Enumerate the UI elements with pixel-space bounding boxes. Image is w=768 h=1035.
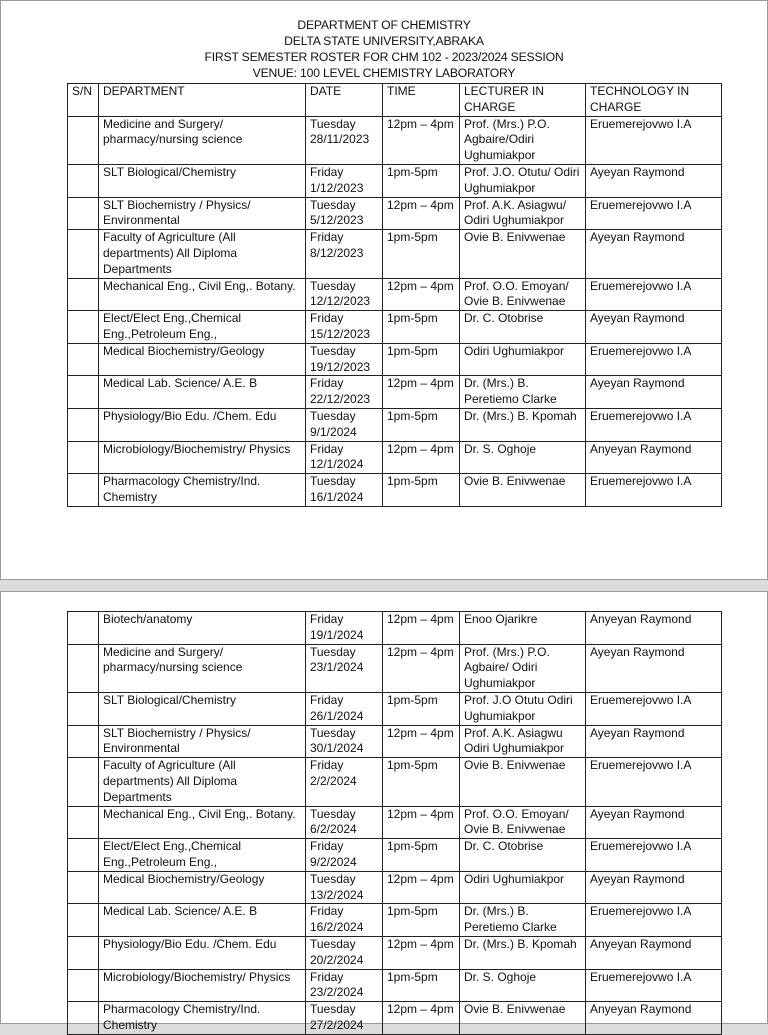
table-row — [68, 692, 722, 725]
cell-sn — [68, 969, 99, 1002]
cell-time: 12pm – 4pm — [383, 936, 460, 969]
table-row — [68, 278, 722, 311]
cell-date: Tuesday 28/11/2023 — [306, 116, 383, 164]
cell-date: Tuesday 27/2/2024 — [306, 1002, 383, 1035]
cell-time: 12pm – 4pm — [383, 612, 460, 645]
cell-time: 12pm – 4pm — [383, 376, 460, 409]
table-row — [68, 441, 722, 474]
cell-lecturer: Ovie B. Enivwenae — [460, 1002, 586, 1035]
cell-lecturer: Dr. C. Otobrise — [460, 839, 586, 872]
cell-sn — [68, 904, 99, 937]
table-row — [68, 644, 722, 692]
cell-sn — [68, 871, 99, 904]
cell-technology: Ayeyan Raymond — [586, 871, 722, 904]
header-university: DELTA STATE UNIVERSITY,ABRAKA — [284, 34, 484, 48]
table-row — [68, 164, 722, 197]
cell-technology: Eruemerejovwo I.A — [586, 758, 722, 806]
cell-lecturer: Prof. A.K. Asiagwu Odiri Ughumiakpor — [460, 725, 586, 758]
table-row — [68, 806, 722, 839]
cell-sn — [68, 612, 99, 645]
cell-date: Friday 12/1/2024 — [306, 441, 383, 474]
cell-sn — [68, 164, 99, 197]
cell-sn — [68, 441, 99, 474]
cell-time: 12pm – 4pm — [383, 197, 460, 230]
cell-date: Friday 19/1/2024 — [306, 612, 383, 645]
cell-time: 12pm – 4pm — [383, 441, 460, 474]
cell-sn — [68, 839, 99, 872]
cell-sn — [68, 758, 99, 806]
cell-department: Medical Lab. Science/ A.E. B — [99, 376, 306, 409]
roster-table-page-2 — [67, 611, 722, 1035]
cell-date: Tuesday 5/12/2023 — [306, 197, 383, 230]
cell-technology: Eruemerejovwo I.A — [586, 839, 722, 872]
table-row — [68, 343, 722, 376]
cell-department: Elect/Elect Eng.,Chemical Eng.,Petroleum Eng., — [99, 839, 306, 872]
roster-body-page-2 — [68, 612, 722, 1035]
cell-sn — [68, 343, 99, 376]
cell-sn — [68, 311, 99, 344]
cell-technology: Eruemerejovwo I.A — [586, 969, 722, 1002]
table-row — [68, 116, 722, 164]
cell-date: Tuesday 9/1/2024 — [306, 408, 383, 441]
column-header-department: DEPARTMENT — [99, 84, 306, 117]
roster-body-page-1 — [68, 116, 722, 506]
cell-technology: Ayeyan Raymond — [586, 230, 722, 278]
cell-technology: Anyeyan Raymond — [586, 441, 722, 474]
cell-sn — [68, 197, 99, 230]
cell-lecturer: Prof. O.O. Emoyan/ Ovie B. Enivwenae — [460, 278, 586, 311]
cell-department: SLT Biochemistry / Physics/ Environmental — [99, 725, 306, 758]
cell-sn — [68, 644, 99, 692]
cell-time: 1pm-5pm — [383, 474, 460, 507]
cell-lecturer: Prof. O.O. Emoyan/ Ovie B. Enivwenae — [460, 806, 586, 839]
cell-technology: Ayeyan Raymond — [586, 644, 722, 692]
cell-lecturer: Ovie B. Enivwenae — [460, 474, 586, 507]
table-row — [68, 969, 722, 1002]
table-row — [68, 612, 722, 645]
cell-date: Tuesday 12/12/2023 — [306, 278, 383, 311]
table-row — [68, 758, 722, 806]
cell-department: Physiology/Bio Edu. /Chem. Edu — [99, 408, 306, 441]
cell-department: Biotech/anatomy — [99, 612, 306, 645]
cell-technology: Ayeyan Raymond — [586, 164, 722, 197]
cell-department: Medicine and Surgery/ pharmacy/nursing science — [99, 116, 306, 164]
table-row — [68, 871, 722, 904]
table-row — [68, 408, 722, 441]
cell-time: 1pm-5pm — [383, 969, 460, 1002]
cell-technology: Anyeyan Raymond — [586, 1002, 722, 1035]
cell-date: Tuesday 23/1/2024 — [306, 644, 383, 692]
cell-department: Faculty of Agriculture (All departments) All Diploma Departments — [99, 230, 306, 278]
cell-lecturer: Dr. S. Oghoje — [460, 969, 586, 1002]
cell-sn — [68, 116, 99, 164]
column-header-time: TIME — [383, 84, 460, 117]
cell-department: Pharmacology Chemistry/Ind. Chemistry — [99, 474, 306, 507]
cell-time: 12pm – 4pm — [383, 1002, 460, 1035]
table-row — [68, 936, 722, 969]
table-row — [68, 904, 722, 937]
cell-lecturer: Odiri Ughumiakpor — [460, 343, 586, 376]
cell-technology: Ayeyan Raymond — [586, 311, 722, 344]
cell-date: Friday 22/12/2023 — [306, 376, 383, 409]
cell-date: Friday 8/12/2023 — [306, 230, 383, 278]
cell-time: 12pm – 4pm — [383, 116, 460, 164]
table-row — [68, 839, 722, 872]
cell-technology: Eruemerejovwo I.A — [586, 692, 722, 725]
cell-date: Friday 23/2/2024 — [306, 969, 383, 1002]
column-header-lecturer: LECTURER IN CHARGE — [460, 84, 586, 117]
cell-technology: Eruemerejovwo I.A — [586, 343, 722, 376]
cell-date: Friday 15/12/2023 — [306, 311, 383, 344]
cell-date: Friday 9/2/2024 — [306, 839, 383, 872]
cell-department: Elect/Elect Eng.,Chemical Eng.,Petroleum Eng., — [99, 311, 306, 344]
cell-lecturer: Prof. J.O Otutu Odiri Ughumiakpor — [460, 692, 586, 725]
cell-department: Medical Biochemistry/Geology — [99, 343, 306, 376]
cell-date: Friday 1/12/2023 — [306, 164, 383, 197]
cell-sn — [68, 230, 99, 278]
cell-date: Friday 2/2/2024 — [306, 758, 383, 806]
cell-date: Tuesday 30/1/2024 — [306, 725, 383, 758]
cell-time: 12pm – 4pm — [383, 725, 460, 758]
cell-technology: Eruemerejovwo I.A — [586, 474, 722, 507]
cell-time: 12pm – 4pm — [383, 871, 460, 904]
cell-time: 1pm-5pm — [383, 408, 460, 441]
cell-lecturer: Dr. (Mrs.) B. Kpomah — [460, 408, 586, 441]
cell-department: Faculty of Agriculture (All departments) All Diploma Departments — [99, 758, 306, 806]
cell-technology: Eruemerejovwo I.A — [586, 904, 722, 937]
header-department: DEPARTMENT OF CHEMISTRY — [297, 18, 471, 32]
cell-time: 12pm – 4pm — [383, 278, 460, 311]
cell-department: Physiology/Bio Edu. /Chem. Edu — [99, 936, 306, 969]
header-roster-title: FIRST SEMESTER ROSTER FOR CHM 102 - 2023/2024 SESSION — [204, 50, 564, 64]
cell-department: Microbiology/Biochemistry/ Physics — [99, 441, 306, 474]
cell-technology: Ayeyan Raymond — [586, 725, 722, 758]
cell-date: Friday 26/1/2024 — [306, 692, 383, 725]
cell-sn — [68, 474, 99, 507]
cell-technology: Eruemerejovwo I.A — [586, 408, 722, 441]
column-header-technology: TECHNOLOGY IN CHARGE — [586, 84, 722, 117]
cell-lecturer: Dr. (Mrs.) B. Kpomah — [460, 936, 586, 969]
cell-sn — [68, 1002, 99, 1035]
column-header-sn: S/N — [68, 84, 99, 117]
header-venue: VENUE: 100 LEVEL CHEMISTRY LABORATORY — [252, 66, 516, 80]
table-header-row — [68, 84, 722, 117]
cell-lecturer: Prof. (Mrs.) P.O. Agbaire/ Odiri Ughumiakpor — [460, 644, 586, 692]
column-header-date: DATE — [306, 84, 383, 117]
cell-lecturer: Ovie B. Enivwenae — [460, 230, 586, 278]
cell-lecturer: Dr. S. Oghoje — [460, 441, 586, 474]
cell-date: Tuesday 16/1/2024 — [306, 474, 383, 507]
document-page-2 — [0, 591, 768, 1032]
cell-department: Pharmacology Chemistry/Ind. Chemistry — [99, 1002, 306, 1035]
cell-date: Friday 16/2/2024 — [306, 904, 383, 937]
cell-time: 1pm-5pm — [383, 692, 460, 725]
cell-date: Tuesday 19/12/2023 — [306, 343, 383, 376]
roster-table-page-1 — [67, 83, 722, 507]
cell-department: SLT Biological/Chemistry — [99, 692, 306, 725]
cell-date: Tuesday 13/2/2024 — [306, 871, 383, 904]
cell-department: Microbiology/Biochemistry/ Physics — [99, 969, 306, 1002]
cell-lecturer: Dr. (Mrs.) B. Peretiemo Clarke — [460, 376, 586, 409]
cell-sn — [68, 408, 99, 441]
cell-lecturer: Prof. (Mrs.) P.O. Agbaire/Odiri Ughumiakpor — [460, 116, 586, 164]
cell-time: 12pm – 4pm — [383, 644, 460, 692]
cell-sn — [68, 936, 99, 969]
table-row — [68, 197, 722, 230]
cell-technology: Anyeyan Raymond — [586, 936, 722, 969]
cell-sn — [68, 725, 99, 758]
cell-time: 1pm-5pm — [383, 230, 460, 278]
cell-sn — [68, 376, 99, 409]
cell-time: 1pm-5pm — [383, 343, 460, 376]
table-row — [68, 311, 722, 344]
cell-time: 1pm-5pm — [383, 758, 460, 806]
cell-lecturer: Dr. C. Otobrise — [460, 311, 586, 344]
cell-time: 1pm-5pm — [383, 164, 460, 197]
cell-department: Medicine and Surgery/ pharmacy/nursing science — [99, 644, 306, 692]
cell-department: Medical Lab. Science/ A.E. B — [99, 904, 306, 937]
cell-lecturer: Enoo Ojarikre — [460, 612, 586, 645]
cell-technology: Eruemerejovwo I.A — [586, 278, 722, 311]
cell-sn — [68, 692, 99, 725]
cell-department: Mechanical Eng., Civil Eng,. Botany. — [99, 806, 306, 839]
cell-technology: Anyeyan Raymond — [586, 612, 722, 645]
cell-sn — [68, 806, 99, 839]
cell-technology: Eruemerejovwo I.A — [586, 116, 722, 164]
cell-date: Tuesday 20/2/2024 — [306, 936, 383, 969]
cell-date: Tuesday 6/2/2024 — [306, 806, 383, 839]
cell-time: 12pm – 4pm — [383, 806, 460, 839]
table-row — [68, 1002, 722, 1035]
cell-lecturer: Dr. (Mrs.) B. Peretiemo Clarke — [460, 904, 586, 937]
cell-department: Medical Biochemistry/Geology — [99, 871, 306, 904]
table-row — [68, 725, 722, 758]
document-header — [1, 1, 767, 81]
cell-time: 1pm-5pm — [383, 839, 460, 872]
cell-department: SLT Biochemistry / Physics/ Environmental — [99, 197, 306, 230]
cell-time: 1pm-5pm — [383, 904, 460, 937]
cell-time: 1pm-5pm — [383, 311, 460, 344]
cell-department: Mechanical Eng., Civil Eng,. Botany. — [99, 278, 306, 311]
cell-technology: Ayeyan Raymond — [586, 806, 722, 839]
cell-sn — [68, 278, 99, 311]
table-row — [68, 474, 722, 507]
cell-lecturer: Odiri Ughumiakpor — [460, 871, 586, 904]
cell-lecturer: Prof. A.K. Asiagwu/ Odiri Ughumiakpor — [460, 197, 586, 230]
cell-lecturer: Prof. J.O. Otutu/ Odiri Ughumiakpor — [460, 164, 586, 197]
cell-technology: Eruemerejovwo I.A — [586, 197, 722, 230]
cell-lecturer: Ovie B. Enivwenae — [460, 758, 586, 806]
cell-technology: Ayeyan Raymond — [586, 376, 722, 409]
cell-department: SLT Biological/Chemistry — [99, 164, 306, 197]
table-row — [68, 230, 722, 278]
table-row — [68, 376, 722, 409]
